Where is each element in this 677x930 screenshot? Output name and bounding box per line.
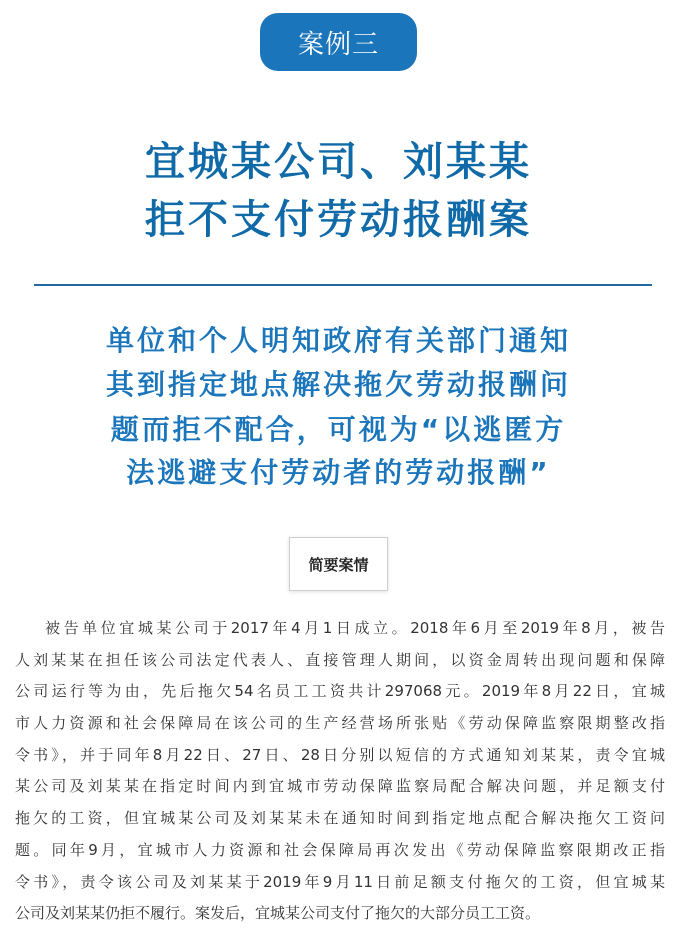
case-summary-line-4: 法逃避支付劳动者的劳动报酬” [126,456,551,489]
paragraph-line: 某公司及刘某某在指定时间内到宜城市劳动保障监察局配合解决问题，并足额支付 [15,777,665,796]
paragraph-line: 公司及刘某某仍拒不履行。案发后，宜城某公司支付了拖欠的大部分员工工资。 [15,904,541,923]
section-header-label: 简要案情 [308,555,369,574]
case-title-line-1: 宜城某公司、刘某某 [145,138,532,185]
paragraph-line: 市人力资源和社会保障局在该公司的生产经营场所张贴《劳动保障监察限期整改指 [15,714,665,733]
section-header-box [289,537,388,591]
paragraph-line: 拖欠的工资，但宜城某公司及刘某某未在通知时间到指定地点配合解决拖欠工资问 [15,809,665,828]
case-summary-line-1: 单位和个人明知政府有关部门通知 [105,324,571,357]
case-title-line-2: 拒不支付劳动报酬案 [145,196,532,243]
case-number-badge [260,13,417,71]
case-facts-paragraph [15,613,665,930]
paragraph-line: 令书》，责令该公司及刘某某于2019年9月11日前足额支付拖欠的工资，但宜城某 [15,872,665,891]
paragraph-line: 题。同年9月，宜城市人力资源和社会保障局再次发出《劳动保障监察限期改正指 [15,840,665,859]
case-summary-line-2: 其到指定地点解决拖欠劳动报酬问 [105,368,571,401]
paragraph-line: 被告单位宜城某公司于2017年4月1日成立。2018年6月至2019年8月，被告 [45,619,665,637]
case-summary-line-3: 题而拒不配合，可视为“以逃匿方 [110,413,567,446]
title-divider [34,284,652,286]
paragraph-line: 令书》，并于同年8月22日、27日、28日分别以短信的方式通知刘某某，责令宜城 [15,745,665,764]
paragraph-line: 公司运行等为由，先后拖欠54名员工工资共计297068元。2019年8月22日，宜城 [15,682,665,701]
case-number-label: 案例三 [297,29,379,60]
paragraph-line: 人刘某某在担任该公司法定代表人、直接管理人期间，以资金周转出现问题和保障 [15,650,665,669]
